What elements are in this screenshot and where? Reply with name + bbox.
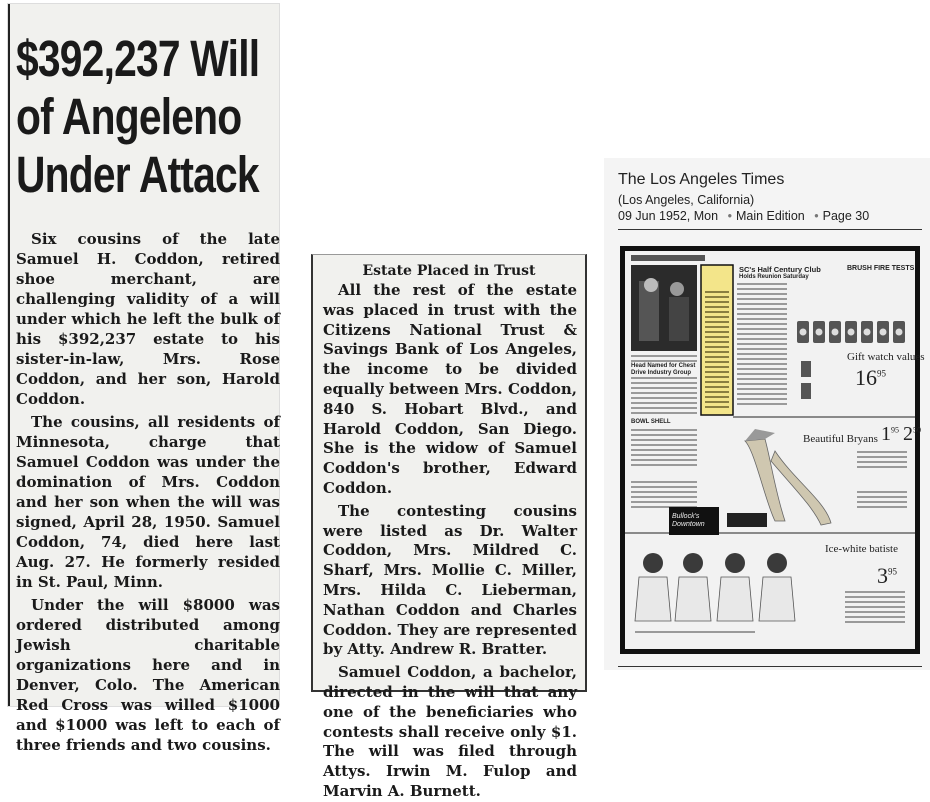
page-layout-graphic xyxy=(625,251,915,649)
thumb-headline: SC's Half Century Club xyxy=(739,265,821,274)
article-body xyxy=(313,281,585,802)
article-headline: $392,237 Will of Angeleno Under Attack xyxy=(16,30,260,203)
newspaper-location: (Los Angeles, California) xyxy=(618,193,755,207)
page-thumbnail[interactable] xyxy=(620,246,925,654)
publication-page[interactable]: Page 30 xyxy=(822,209,870,223)
article-paragraph: The contesting cousins were listed as Dr. Walter Coddon, Mrs. Mildred C. Sharf, Mrs. Mollie C. Miller, Mrs. Hilda C. Lieberman, Nathan Coddon and Charles Coddon. They are represented by Atty. Andrew R. Bratter. xyxy=(323,501,577,659)
thumb-headline: BOWL SHELL xyxy=(631,419,671,425)
ad-gift-price: $16^{95}$ xyxy=(855,365,886,390)
thumb-headline: Head Named for Chest xyxy=(631,363,696,369)
thumb-headline: Holds Reunion Saturday xyxy=(739,274,809,280)
article-paragraph: Six cousins of the late Samuel H. Coddon, retired shoe merchant, are challenging validity of a will under which he left the bulk of his $392,237 estate to his sister-in-law, Mrs. Rose Coddon, and her son, Harold Coddon. xyxy=(16,230,280,408)
publication-edition: Main Edition xyxy=(735,209,805,223)
ad-gift-watch: Gift watch values xyxy=(847,351,925,363)
article-paragraph: Under the will $8000 was ordered distributed among Jewish charitable organizations here and in Denver, Colo. The American Red Cross was willed $1000 and $1000 was left to each of three friends and two cousins. xyxy=(16,596,280,754)
ad-batiste: Ice-white batiste xyxy=(825,543,898,555)
article-subhead: Estate Placed in Trust xyxy=(362,263,536,279)
source-panel xyxy=(604,158,930,670)
ad-bryans: Beautiful Bryans xyxy=(803,433,878,445)
article-clipping-continued xyxy=(311,254,587,800)
article-clipping-main xyxy=(8,4,280,754)
separator-dot: • xyxy=(814,209,819,223)
article-paragraph: Samuel Coddon, a bachelor, directed in the will that any one of the beneficiaries who contests shall receive only $1. The will was filed through Attys. Irwin M. Fulop and Marvin A. Burnett. xyxy=(323,663,577,800)
publication-meta xyxy=(618,209,869,223)
thumb-headline: BRUSH FIRE TESTS xyxy=(847,265,915,272)
divider xyxy=(618,666,922,667)
newspaper-page xyxy=(625,251,925,649)
article-body xyxy=(16,229,280,758)
separator-dot: • xyxy=(727,209,732,223)
publication-date[interactable]: 09 Jun 1952, Mon xyxy=(618,209,719,223)
ad-batiste-price: $3^{95}$ xyxy=(877,563,897,588)
divider xyxy=(618,229,922,230)
article-paragraph: The cousins, all residents of Minnesota, charge that Samuel Coddon was under the domination of Mrs. Coddon and her son when the will was signed, April 28, 1950. Samuel Coddon, 74, died here last Aug. 27. He formerly resided in St. Paul, Minn. xyxy=(16,413,280,591)
newspaper-title[interactable]: The Los Angeles Times xyxy=(618,171,785,188)
article-paragraph: All the rest of the estate was placed in trust with the Citizens National Trust & Savings Bank of Los Angeles, the income to be divided equally between Mrs. Coddon, 840 S. Hobart Blvd., and Harold Coddon, San Diego. She is the widow of Samuel Coddon's brother, Edward Coddon. xyxy=(323,281,577,497)
store-logo: Bullock's Downtown xyxy=(672,513,705,528)
thumb-headline: Drive Industry Group xyxy=(631,370,692,376)
ad-bryans-price: $1^{95}$ $2^{50}$ xyxy=(881,423,921,445)
